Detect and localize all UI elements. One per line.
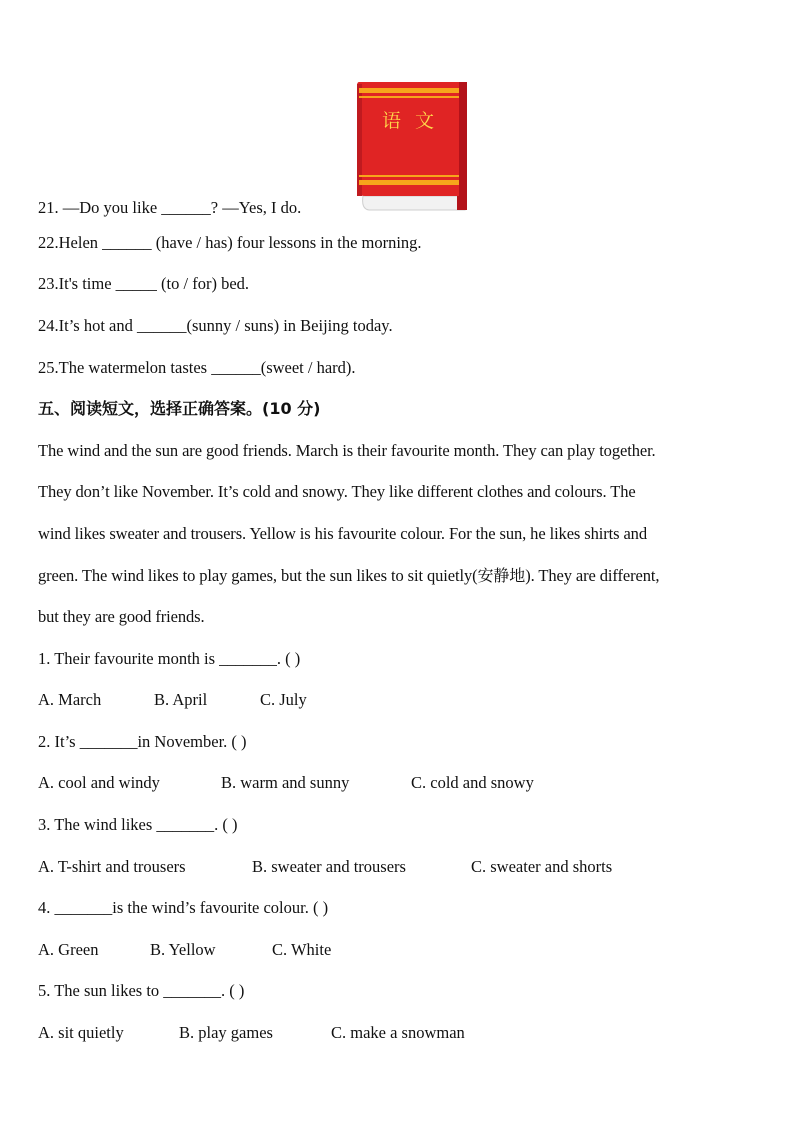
option-a[interactable]: A. March: [38, 690, 102, 709]
option-c[interactable]: C. make a snowman: [331, 1023, 465, 1042]
question-text: .It’s hot and ______(sunny / suns) in Beijing today.: [54, 316, 393, 335]
question-4: 4. _______is the wind’s favourite colour. ( ): [38, 898, 329, 917]
passage-text: ). They are different,: [525, 566, 660, 585]
section-heading: 五、阅读短文，选择正确答案。(10 分): [38, 399, 321, 418]
passage-line-5: but they are good friends.: [38, 607, 205, 626]
question-1: 1. Their favourite month is _______. ( ): [38, 649, 301, 668]
question-text: . —Do you like ______? —Yes, I do.: [54, 198, 302, 217]
question-25: [38, 358, 356, 378]
option-b[interactable]: B. April: [154, 690, 208, 709]
options-2: [38, 773, 534, 793]
question-23: [38, 274, 249, 294]
question-2: 2. It’s _______in November. ( ): [38, 732, 247, 751]
option-b[interactable]: B. warm and sunny: [221, 773, 350, 792]
option-b[interactable]: B. play games: [179, 1023, 273, 1042]
question-text: .The watermelon tastes ______(sweet / hard).: [54, 358, 356, 377]
option-b[interactable]: B. Yellow: [150, 940, 216, 959]
book-icon: [355, 78, 469, 214]
options-5: [38, 1023, 465, 1043]
passage-line-3: wind likes sweater and trousers. Yellow is his favourite colour. For the sun, he likes shirts and: [38, 524, 647, 543]
option-a[interactable]: A. cool and windy: [38, 773, 160, 792]
passage-chinese-gloss: 安静地: [477, 566, 526, 585]
question-number: 25: [38, 358, 55, 377]
passage-line-1: The wind and the sun are good friends. March is their favourite month. They can play together.: [38, 441, 656, 460]
option-c[interactable]: C. sweater and shorts: [471, 857, 613, 876]
option-b[interactable]: B. sweater and trousers: [252, 857, 406, 876]
option-a[interactable]: A. T-shirt and trousers: [38, 857, 186, 876]
question-24: [38, 316, 393, 336]
options-4: [38, 940, 331, 960]
passage-line-4: [38, 566, 659, 586]
question-22: [38, 233, 422, 253]
option-c[interactable]: C. White: [272, 940, 332, 959]
book-illustration: [355, 78, 469, 214]
question-number: 21: [38, 198, 55, 217]
option-a[interactable]: A. Green: [38, 940, 99, 959]
question-number: 23: [38, 274, 55, 293]
options-3: [38, 857, 612, 877]
options-1: [38, 690, 307, 710]
question-text: .It's time _____ (to / for) bed.: [54, 274, 250, 293]
question-5: 5. The sun likes to _______. ( ): [38, 981, 245, 1000]
question-21: [38, 198, 301, 218]
book-title: 语 文: [381, 110, 439, 132]
question-3: 3. The wind likes _______. ( ): [38, 815, 238, 834]
option-c[interactable]: C. July: [260, 690, 307, 709]
passage-text: green. The wind likes to play games, but the sun likes to sit quietly(: [38, 566, 478, 585]
question-number: 22: [38, 233, 55, 252]
question-number: 24: [38, 316, 55, 335]
option-c[interactable]: C. cold and snowy: [411, 773, 534, 792]
passage-line-2: They don’t like November. It’s cold and snowy. They like different clothes and colours. The: [38, 482, 636, 501]
question-text: .Helen ______ (have / has) four lessons in the morning.: [54, 233, 422, 252]
option-a[interactable]: A. sit quietly: [38, 1023, 124, 1042]
